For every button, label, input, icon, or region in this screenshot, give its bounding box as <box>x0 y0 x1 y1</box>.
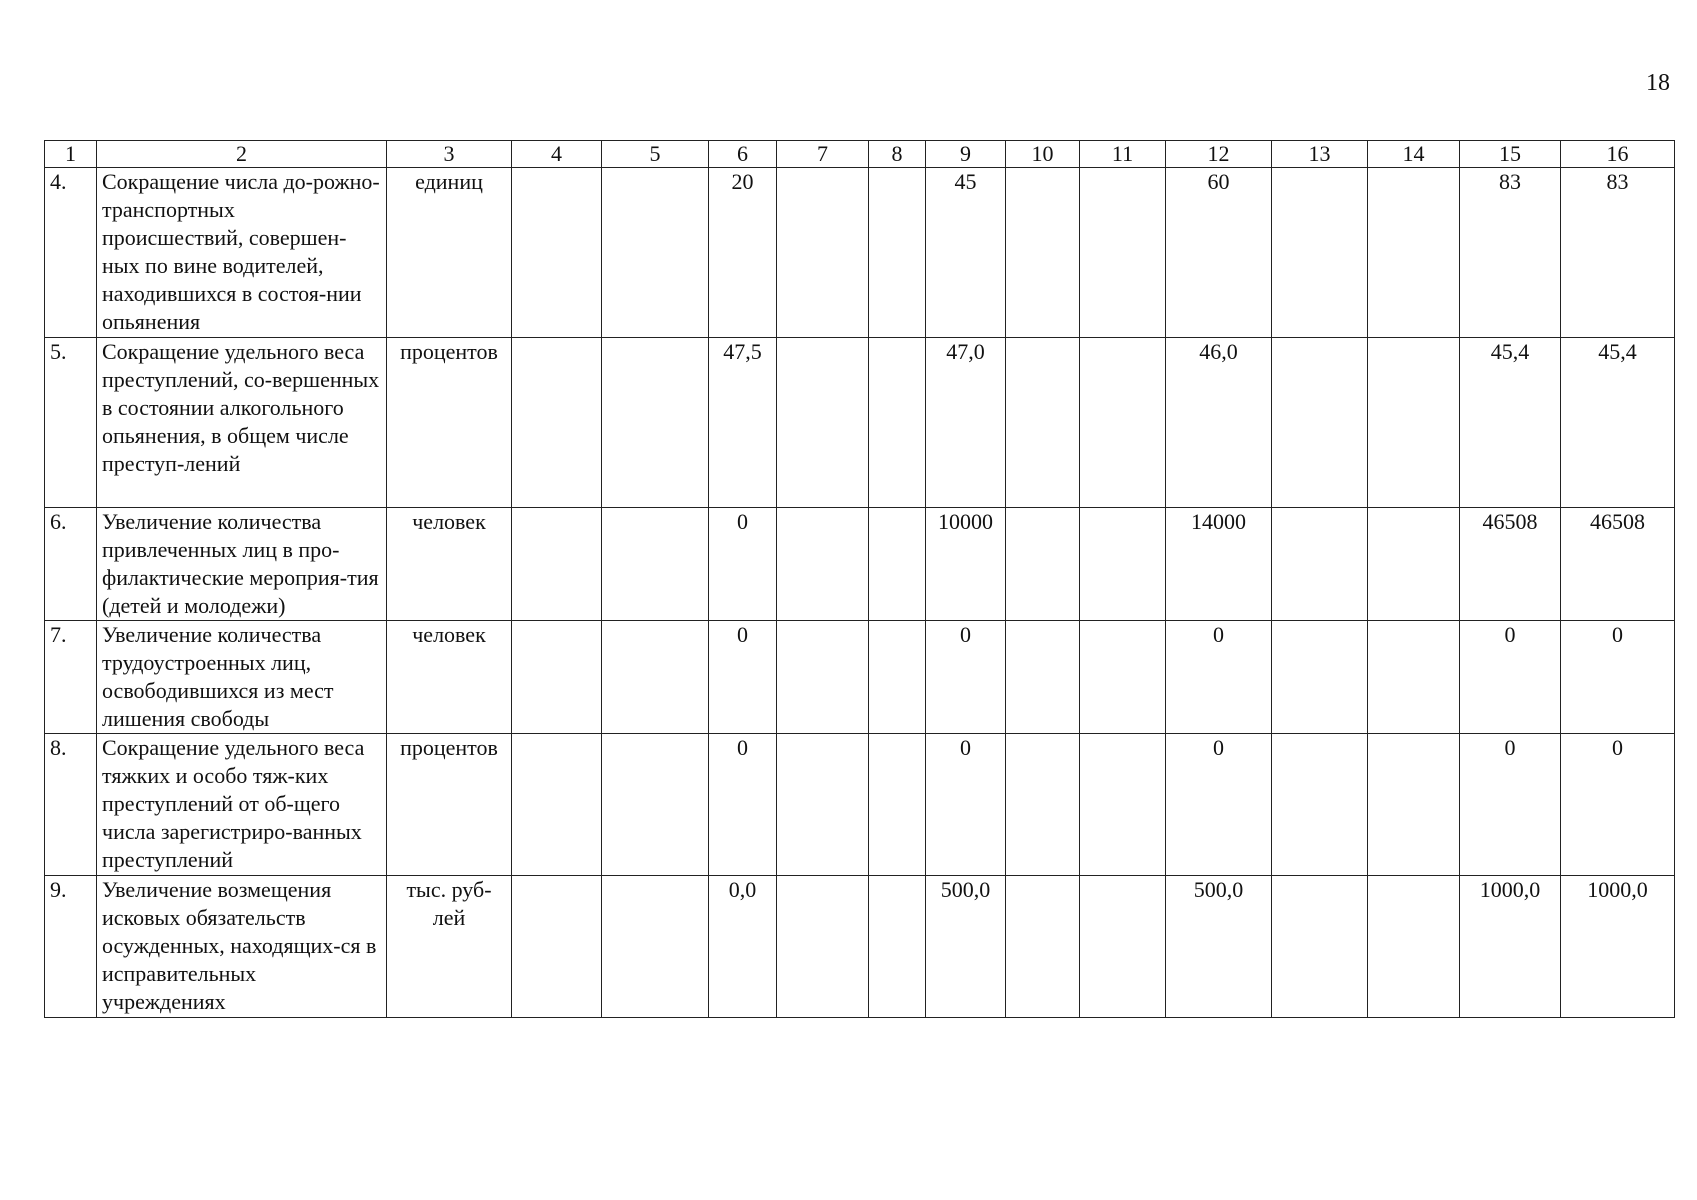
value-cell <box>1006 508 1080 621</box>
value-cell <box>869 168 926 338</box>
value-cell <box>1272 734 1368 876</box>
row-number: 9. <box>45 876 97 1018</box>
value-cell <box>1006 734 1080 876</box>
value-cell <box>1368 338 1460 508</box>
value-cell: 60 <box>1166 168 1272 338</box>
table-row <box>45 338 1675 508</box>
value-cell: 0 <box>1561 621 1675 734</box>
header-cell: 5 <box>602 141 709 168</box>
value-cell: 1000,0 <box>1561 876 1675 1018</box>
value-cell <box>512 338 602 508</box>
value-cell: 0 <box>709 734 777 876</box>
row-number: 4. <box>45 168 97 338</box>
value-cell: 0 <box>1460 734 1561 876</box>
value-cell <box>1006 876 1080 1018</box>
value-cell <box>1368 621 1460 734</box>
table-row <box>45 734 1675 876</box>
value-cell <box>869 734 926 876</box>
header-cell: 1 <box>45 141 97 168</box>
value-cell <box>512 876 602 1018</box>
unit-cell: процентов <box>387 338 512 508</box>
row-number: 6. <box>45 508 97 621</box>
indicator-name: Сокращение удельного веса тяжких и особо тяж-ких преступлений от об-щего числа зарегистриро-ванных преступлений <box>97 734 387 876</box>
value-cell: 500,0 <box>926 876 1006 1018</box>
value-cell <box>1368 508 1460 621</box>
value-cell: 0 <box>1460 621 1561 734</box>
value-cell <box>512 168 602 338</box>
value-cell <box>1080 734 1166 876</box>
value-cell: 1000,0 <box>1460 876 1561 1018</box>
value-cell <box>869 876 926 1018</box>
value-cell: 500,0 <box>1166 876 1272 1018</box>
value-cell <box>1080 876 1166 1018</box>
unit-cell: единиц <box>387 168 512 338</box>
value-cell: 20 <box>709 168 777 338</box>
unit-cell: тыс. руб-лей <box>387 876 512 1018</box>
value-cell: 0 <box>926 621 1006 734</box>
value-cell <box>869 621 926 734</box>
value-cell: 46,0 <box>1166 338 1272 508</box>
value-cell: 46508 <box>1561 508 1675 621</box>
value-cell: 83 <box>1460 168 1561 338</box>
value-cell <box>602 621 709 734</box>
header-cell: 4 <box>512 141 602 168</box>
indicator-name: Увеличение возмещения исковых обязательств осужденных, находящих-ся в исправительных учреждениях <box>97 876 387 1018</box>
value-cell <box>602 734 709 876</box>
value-cell: 46508 <box>1460 508 1561 621</box>
indicators-table <box>44 140 1675 1018</box>
value-cell: 0 <box>926 734 1006 876</box>
unit-cell: человек <box>387 508 512 621</box>
value-cell: 83 <box>1561 168 1675 338</box>
value-cell: 45 <box>926 168 1006 338</box>
value-cell <box>602 168 709 338</box>
value-cell <box>777 338 869 508</box>
header-cell: 11 <box>1080 141 1166 168</box>
header-cell: 3 <box>387 141 512 168</box>
value-cell <box>1006 168 1080 338</box>
value-cell <box>1368 168 1460 338</box>
header-cell: 14 <box>1368 141 1460 168</box>
value-cell <box>1272 621 1368 734</box>
row-number: 8. <box>45 734 97 876</box>
value-cell <box>777 168 869 338</box>
value-cell: 47,5 <box>709 338 777 508</box>
value-cell <box>1368 876 1460 1018</box>
value-cell: 0,0 <box>709 876 777 1018</box>
value-cell <box>1080 508 1166 621</box>
table-row <box>45 621 1675 734</box>
header-cell: 8 <box>869 141 926 168</box>
header-cell: 13 <box>1272 141 1368 168</box>
value-cell: 45,4 <box>1460 338 1561 508</box>
value-cell <box>1272 168 1368 338</box>
value-cell <box>1080 168 1166 338</box>
value-cell: 0 <box>1561 734 1675 876</box>
value-cell: 0 <box>709 508 777 621</box>
value-cell <box>602 508 709 621</box>
table-row <box>45 168 1675 338</box>
value-cell <box>777 734 869 876</box>
header-cell: 16 <box>1561 141 1675 168</box>
value-cell <box>512 734 602 876</box>
value-cell: 14000 <box>1166 508 1272 621</box>
page-number: 18 <box>1646 70 1670 96</box>
value-cell <box>512 621 602 734</box>
indicator-name: Увеличение количества трудоустроенных лиц, освободившихся из мест лишения свободы <box>97 621 387 734</box>
table-row <box>45 876 1675 1018</box>
indicator-name: Сокращение числа до-рожно-транспортных происшествий, совершен-ных по вине водителей, находившихся в состоя-нии опьянения <box>97 168 387 338</box>
value-cell <box>1272 876 1368 1018</box>
value-cell: 0 <box>1166 621 1272 734</box>
row-number: 7. <box>45 621 97 734</box>
value-cell <box>1080 621 1166 734</box>
value-cell <box>512 508 602 621</box>
value-cell <box>602 876 709 1018</box>
value-cell <box>1368 734 1460 876</box>
value-cell <box>1006 338 1080 508</box>
unit-cell: человек <box>387 621 512 734</box>
value-cell: 45,4 <box>1561 338 1675 508</box>
value-cell <box>1272 508 1368 621</box>
header-cell: 9 <box>926 141 1006 168</box>
value-cell <box>777 508 869 621</box>
value-cell <box>777 876 869 1018</box>
row-number: 5. <box>45 338 97 508</box>
value-cell <box>1006 621 1080 734</box>
value-cell: 47,0 <box>926 338 1006 508</box>
value-cell <box>777 621 869 734</box>
value-cell <box>869 338 926 508</box>
unit-cell: процентов <box>387 734 512 876</box>
value-cell <box>602 338 709 508</box>
value-cell: 0 <box>709 621 777 734</box>
header-cell: 12 <box>1166 141 1272 168</box>
value-cell: 10000 <box>926 508 1006 621</box>
value-cell: 0 <box>1166 734 1272 876</box>
value-cell <box>869 508 926 621</box>
indicator-name: Увеличение количества привлеченных лиц в про-филактические мероприя-тия (детей и молодежи) <box>97 508 387 621</box>
indicator-name: Сокращение удельного веса преступлений, со-вершенных в состоянии алкогольного опьянения, в общем числе преступ-лений <box>97 338 387 508</box>
value-cell <box>1080 338 1166 508</box>
table-row <box>45 508 1675 621</box>
header-cell: 10 <box>1006 141 1080 168</box>
header-cell: 7 <box>777 141 869 168</box>
header-cell: 2 <box>97 141 387 168</box>
header-cell: 6 <box>709 141 777 168</box>
value-cell <box>1272 338 1368 508</box>
header-row <box>45 141 1675 168</box>
header-cell: 15 <box>1460 141 1561 168</box>
